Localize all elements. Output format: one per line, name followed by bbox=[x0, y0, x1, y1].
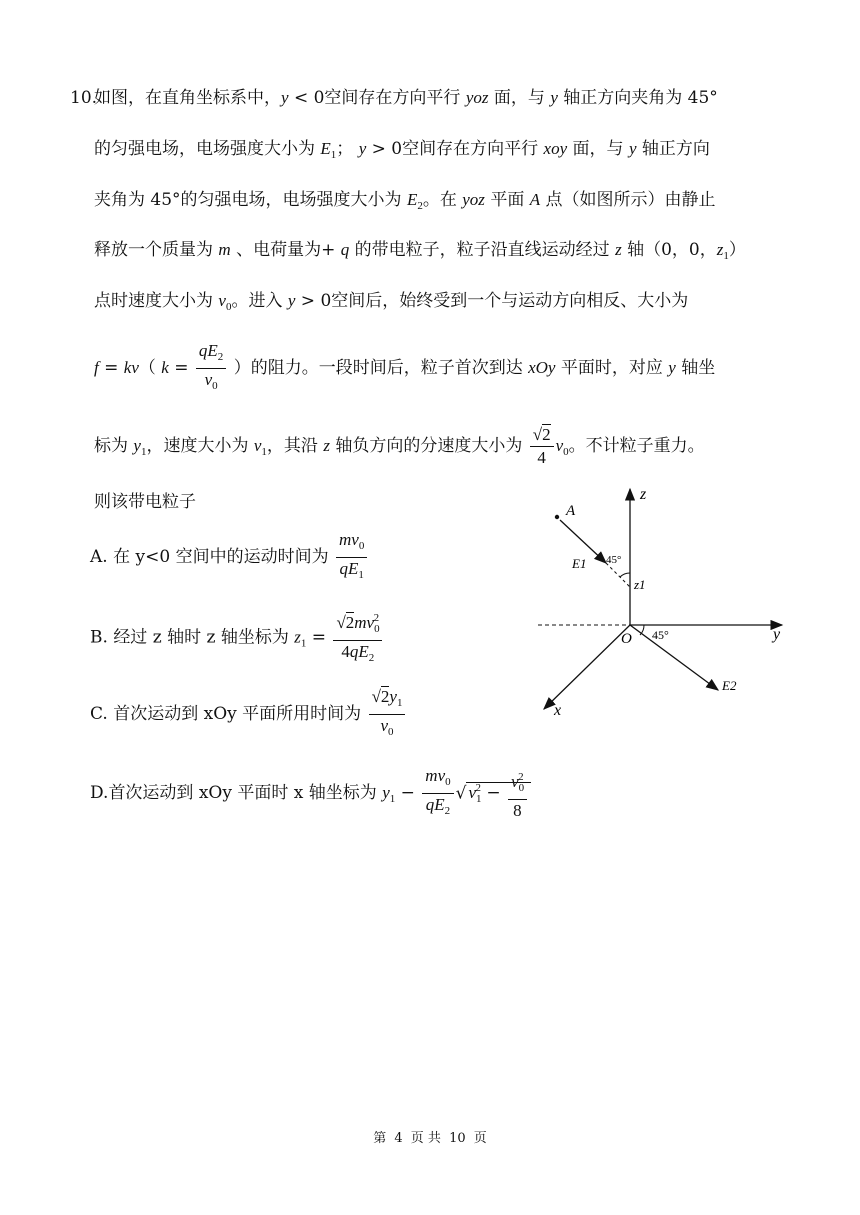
option-a-label: A. bbox=[90, 547, 108, 567]
label-e2: E2 bbox=[722, 678, 737, 693]
label-origin: O bbox=[621, 631, 632, 647]
question-line-5: 点时速度大小为 $v_0$。进入 y > 0空间后，始终受到一个与运动方向相反、大小为 bbox=[94, 291, 689, 313]
question-number: 10. bbox=[70, 88, 98, 108]
question-line-4: 释放一个质量为 m 、电荷量为+ q 的带电粒子，粒子沿直线运动经过 z 轴（0，0，$z_1$） bbox=[94, 240, 746, 262]
footer-mid: 页 共 bbox=[410, 1131, 441, 1146]
footer-total-pages: 10 bbox=[449, 1131, 466, 1146]
option-a[interactable] bbox=[90, 530, 369, 585]
label-e1: E1 bbox=[572, 556, 587, 571]
option-c-text: 首次运动到 xOy 平面所用时间为 bbox=[113, 704, 362, 724]
question-line-2: 的匀强电场，电场强度大小为 $E_1$； y > 0空间存在方向平行 xoy 面，与 y 轴正方向 bbox=[94, 139, 710, 161]
option-b-text: 经过 z 轴时 z 轴坐标为 bbox=[113, 627, 289, 648]
question-line-1: 如图，在直角坐标系中，y < 0空间存在方向平行 yoz 面，与 y 轴正方向夹角为 45° bbox=[94, 88, 718, 108]
footer-suffix: 页 bbox=[473, 1131, 487, 1146]
angle-arc-top bbox=[620, 573, 630, 577]
option-c[interactable] bbox=[90, 687, 407, 742]
footer-prefix: 第 bbox=[373, 1131, 387, 1146]
question-line-3: 夹角为 45°的匀强电场，电场强度大小为 $E_2$。在 yoz 平面 A 点（如图所示）由静止 bbox=[94, 190, 716, 212]
option-d-fraction: $\frac{mv_0}{qE_2}$ bbox=[422, 766, 453, 821]
e2-vector bbox=[630, 625, 718, 690]
coordinate-figure bbox=[520, 483, 820, 723]
label-angle-bottom: 45° bbox=[652, 628, 669, 642]
option-c-label: C. bbox=[90, 704, 108, 724]
option-b-label: B. bbox=[90, 627, 108, 648]
label-y: y bbox=[773, 626, 781, 643]
option-a-formula: $\frac{mv_0}{qE_1}$ bbox=[336, 530, 367, 585]
option-d-sqrt: √ $v_1^2$ − $\frac{v_0^2}{8}$ bbox=[456, 767, 531, 821]
point-a bbox=[555, 515, 559, 519]
question-line-6: f = kv（ k = $\frac{qE_2}{v_0}$ ）的阻力。一段时间后，粒子首次到达 xOy 平面时，对应 y 轴坐 bbox=[94, 341, 715, 396]
option-b[interactable]: B. 经过 z 轴时 z 轴坐标为 $z_1$ = $\frac{√2mv_0^2}{4qE_2}$ bbox=[90, 608, 384, 668]
option-b-formula: $\frac{√2mv_0^2}{4qE_2}$ bbox=[333, 608, 382, 668]
option-d[interactable]: D.首次运动到 xOy 平面时 x 轴坐标为 $y_1$ − $\frac{mv_0}{qE_2}$ √ $v_1^2$ − $\frac{v_0^2}{8}$ bbox=[90, 766, 531, 821]
e1-dashed bbox=[606, 563, 630, 587]
label-angle-top: 45° bbox=[606, 554, 622, 566]
vz-fraction: $\frac{√2}{4}$ bbox=[530, 425, 554, 468]
option-a-text: 在 y<0 空间中的运动时间为 bbox=[113, 547, 329, 567]
label-a: A bbox=[566, 503, 576, 519]
label-z1: z1 bbox=[634, 577, 646, 592]
x-axis bbox=[544, 625, 630, 709]
label-z: z bbox=[640, 486, 647, 503]
footer-page-number: 4 bbox=[394, 1131, 403, 1146]
label-x: x bbox=[554, 702, 562, 719]
k-fraction: $\frac{qE_2}{v_0}$ bbox=[196, 341, 226, 396]
question-line-7: 标为 $y_1$，速度大小为 $v_1$，其沿 z 轴负方向的分速度大小为 $\frac{√2}{4}$ $v_0$。不计粒子重力。 bbox=[94, 425, 705, 467]
question-line-8: 则该带电粒子 bbox=[94, 492, 196, 512]
page-footer bbox=[0, 1127, 860, 1146]
option-d-text: 首次运动到 xOy 平面时 x 轴坐标为 bbox=[108, 783, 377, 803]
option-c-formula: $\frac{√2y_1}{v_0}$ bbox=[369, 687, 406, 742]
option-d-label: D. bbox=[90, 783, 109, 803]
